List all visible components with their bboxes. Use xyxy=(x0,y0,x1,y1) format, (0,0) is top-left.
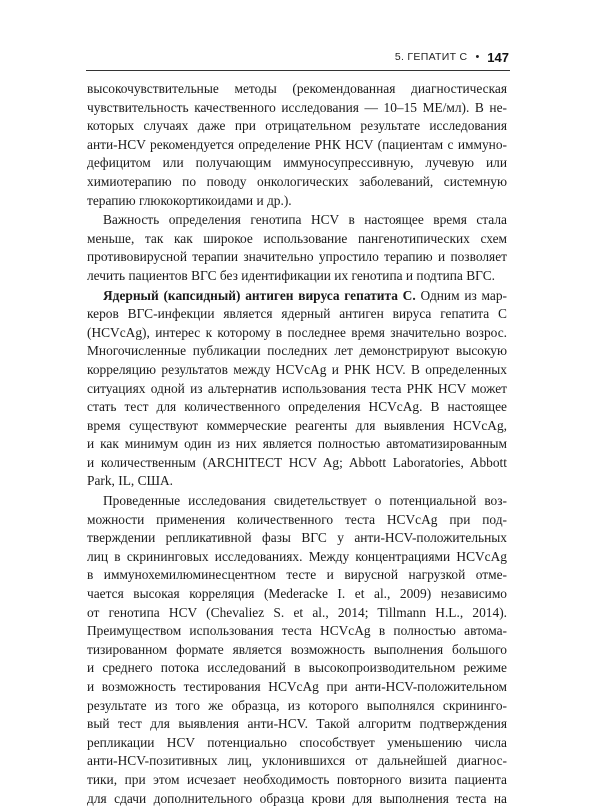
chapter-title: 5. ГЕПАТИТ С xyxy=(394,51,468,63)
text-line: анти-HCV-позитивных лиц, уклонившихся от дальнейшей диагнос- xyxy=(87,753,507,769)
text-line: меньше, так как широкое использование пангенотипических схем xyxy=(87,230,507,246)
text-line: для сдачи дополнительного образца крови для выполнения теста на xyxy=(87,790,507,806)
header-bullet: • xyxy=(475,51,480,63)
text-line: и возможность тестирования HCVcAg при анти-HCV-положительном xyxy=(87,679,507,694)
text-line: Преимуществом использования теста HCVcAg в полностью автома- xyxy=(87,623,507,639)
text-line: время существуют коммерческие реагенты для выявления HCVcAg, xyxy=(87,417,507,433)
text-fragment: Одним из мар- xyxy=(415,287,507,303)
paragraph-2 xyxy=(87,211,507,285)
text-line: результате из того же образца, из которого выполнялся скрининго- xyxy=(87,697,507,713)
text-line: ситуациях одной из альтернатив использования теста РНК HCV может xyxy=(87,380,507,396)
page-number: 147 xyxy=(487,49,509,65)
text-line: Многочисленные публикации последних лет демонстрируют высокую xyxy=(87,343,507,359)
text-line: в иммунохемилюминесцентном тесте и вирусной нагрузкой отме- xyxy=(87,567,507,583)
text-line: дефицитом или получающим иммуносупрессивную, лучевую или xyxy=(87,155,507,171)
text-line: тизированном формате является возможность выполнения большого xyxy=(87,641,507,657)
text-line: стать тест для количественного определения HCVcAg. В настоящее xyxy=(87,399,507,415)
paragraph-3 xyxy=(87,287,507,492)
text-line: можности применения количественного теста HCVcAg при под- xyxy=(87,511,507,527)
text-line: репликации HCV потенциально способствует уменьшению числа xyxy=(87,734,507,750)
text-line: химиотерапию по поводу онкологических заболеваний, системную xyxy=(87,173,507,189)
text-line: и как минимум один из них является полностью автоматизированным xyxy=(87,436,507,452)
paragraph-4 xyxy=(87,492,507,808)
text-line: корреляцию результатов между HCVcAg и РНК HCV. В определенных xyxy=(87,361,507,377)
text-line: и количественным (ARCHITECT HCV Ag; Abbott Laboratories, Abbott xyxy=(87,454,507,470)
text-line xyxy=(87,287,507,306)
section-lead-heading: Ядерный (капсидный) антиген вируса гепатита С. xyxy=(103,287,416,303)
text-line: лечить пациентов ВГС без идентификации их генотипа и подтипа ВГС. xyxy=(87,267,495,283)
text-line: Важность определения генотипа HCV в настоящее время стала xyxy=(103,212,507,228)
text-line: тверждении репликативной фазы ВГС у анти-HCV-положительных xyxy=(87,530,507,546)
text-line: чается высокая корреляция (Mederacke I. et al., 2009) независимо xyxy=(87,586,507,602)
text-line: высокочувствительные методы (рекомендованная диагностическая xyxy=(87,81,507,96)
text-line: Park, IL, США. xyxy=(87,473,174,489)
header-rule xyxy=(86,70,510,71)
paragraph-1 xyxy=(87,80,507,210)
text-line: чувствительность качественного исследования — 10–15 МЕ/мл). В не- xyxy=(87,99,507,115)
text-line: лиц в скрининговых исследованиях. Между концентрациями HCVcAg xyxy=(87,548,507,564)
text-line: которых случаях даже при отрицательном результате исследования xyxy=(87,118,507,134)
text-line: тики, при этом исчезает необходимость повторного визита пациента xyxy=(87,771,507,787)
running-header xyxy=(395,48,509,66)
text-line: керов ВГС-инфекции является ядерный антиген вируса гепатита С xyxy=(87,306,507,322)
text-line: и среднего потока исследований в высокопроизводительном режиме xyxy=(87,660,507,676)
text-line: от генотипа HCV (Chevaliez S. et al., 2014; Tillmann H.L., 2014). xyxy=(87,604,507,620)
text-line: вый тест для выявления анти-HCV. Такой алгоритм подтверждения xyxy=(87,716,507,732)
body-text xyxy=(87,80,507,808)
text-line: Проведенные исследования свидетельствует о потенциальной воз- xyxy=(103,493,507,509)
text-line: противовирусной терапии значительно упростило терапию и позволяет xyxy=(87,249,507,265)
text-line: (HCVcAg), интерес к которому в последнее время значительно возрос. xyxy=(87,324,507,340)
text-line: терапию глюкокортикоидами и др.). xyxy=(87,192,292,208)
text-line: анти-HCV рекомендуется определение РНК HCV (пациентам с иммуно- xyxy=(87,136,507,152)
